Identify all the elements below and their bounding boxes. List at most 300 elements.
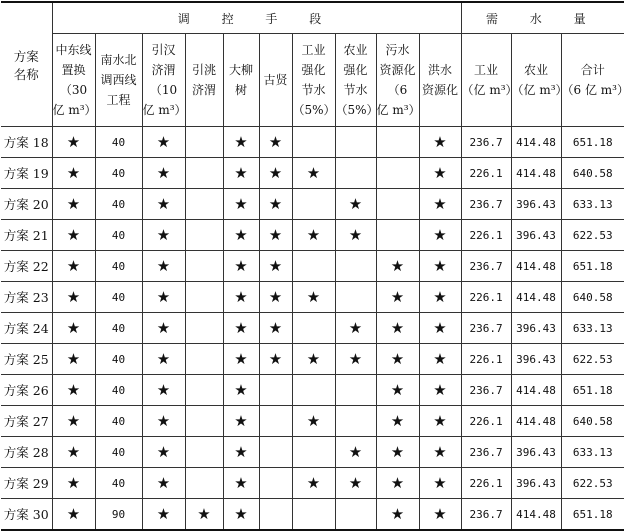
measure-cell (142, 282, 185, 313)
measure-cell (259, 437, 292, 468)
agriculture-demand-cell: 414.48 (511, 158, 561, 189)
measure-cell (223, 158, 259, 189)
measure-cell (185, 220, 223, 251)
value-cell: 40 (95, 189, 142, 220)
column-header-line: 洪水 (428, 63, 453, 77)
industry-demand-cell: 236.7 (461, 437, 511, 468)
scheme-name-cell: 方案 18 (1, 127, 52, 158)
header-scheme-name-line: 名称 (13, 66, 39, 82)
column-header-line: 亿 m³） (376, 103, 421, 117)
value-cell: 90 (95, 499, 142, 531)
star-icon: ★ (390, 257, 405, 275)
total-demand-cell: 633.13 (561, 189, 624, 220)
star-icon: ★ (433, 350, 447, 368)
star-icon: ★ (156, 474, 171, 492)
measure-cell (223, 499, 259, 531)
star-icon: ★ (66, 381, 81, 399)
measure-cell (259, 189, 292, 220)
table-row (1, 406, 624, 437)
star-icon: ★ (234, 505, 248, 523)
column-header (95, 34, 142, 127)
measure-cell (419, 251, 461, 282)
measure-cell (52, 127, 95, 158)
measure-cell (376, 406, 419, 437)
measure-cell (419, 344, 461, 375)
measure-cell (419, 220, 461, 251)
measure-cell (259, 499, 292, 531)
measure-cell (223, 437, 259, 468)
column-header (511, 34, 568, 127)
star-icon: ★ (348, 474, 363, 492)
measure-cell (52, 158, 95, 189)
measure-cell (292, 344, 335, 375)
value-cell: 40 (95, 406, 142, 437)
measure-cell (185, 313, 223, 344)
column-header-line: 亿 m³） (52, 103, 97, 117)
star-icon: ★ (66, 412, 81, 430)
measure-cell (419, 158, 461, 189)
star-icon: ★ (268, 350, 283, 368)
star-icon: ★ (433, 257, 447, 275)
star-icon: ★ (234, 195, 248, 213)
measure-cell (292, 313, 335, 344)
measure-cell (419, 499, 461, 531)
star-icon: ★ (156, 133, 171, 151)
measure-cell (376, 313, 419, 344)
measure-cell (335, 158, 376, 189)
star-icon: ★ (156, 226, 171, 244)
value-cell: 40 (95, 468, 142, 499)
measure-cell (52, 406, 95, 437)
measure-cell (376, 344, 419, 375)
star-icon: ★ (348, 443, 363, 461)
star-icon: ★ (306, 164, 321, 182)
industry-demand-cell: 236.7 (461, 127, 511, 158)
value-cell: 40 (95, 220, 142, 251)
star-icon: ★ (433, 226, 447, 244)
column-header-line: 置换 (61, 63, 86, 77)
star-icon: ★ (268, 226, 283, 244)
measure-cell (335, 282, 376, 313)
star-icon: ★ (66, 288, 81, 306)
industry-demand-cell: 226.1 (461, 406, 511, 437)
star-icon: ★ (66, 164, 81, 182)
header-row-columns (1, 34, 624, 127)
table-row (1, 189, 624, 220)
star-icon: ★ (197, 505, 211, 523)
total-demand-cell: 633.13 (561, 437, 624, 468)
scheme-name-cell: 方案 23 (1, 282, 52, 313)
table-row (1, 499, 624, 531)
measure-cell (223, 468, 259, 499)
total-demand-cell: 651.18 (561, 375, 624, 406)
value-cell: 40 (95, 313, 142, 344)
column-header-line: 节水 (343, 83, 368, 97)
table-row (1, 468, 624, 499)
total-demand-cell: 640.58 (561, 282, 624, 313)
agriculture-demand-cell: 396.43 (511, 313, 561, 344)
column-header-line: 树 (234, 83, 247, 97)
scheme-name-cell: 方案 27 (1, 406, 52, 437)
column-header-line: （10 (149, 83, 178, 97)
column-header-line: 古贤 (263, 73, 288, 87)
total-demand-cell: 622.53 (561, 468, 624, 499)
column-header-line: 大柳 (228, 63, 253, 77)
column-header-line: 调西线 (100, 73, 137, 87)
column-header-line: （30 (59, 83, 88, 97)
industry-demand-cell: 236.7 (461, 189, 511, 220)
star-icon: ★ (66, 195, 81, 213)
measure-cell (185, 375, 223, 406)
total-demand-cell: 633.13 (561, 313, 624, 344)
scheme-name-cell: 方案 29 (1, 468, 52, 499)
star-icon: ★ (156, 319, 171, 337)
star-icon: ★ (234, 164, 248, 182)
measure-cell (259, 220, 292, 251)
agriculture-demand-cell: 396.43 (511, 220, 561, 251)
column-header-line: 节水 (301, 83, 326, 97)
header-scheme-name-line: 方案 (13, 48, 39, 64)
measure-cell (142, 313, 185, 344)
star-icon: ★ (234, 350, 248, 368)
measure-cell (292, 282, 335, 313)
measure-cell (335, 220, 376, 251)
industry-demand-cell: 226.1 (461, 468, 511, 499)
industry-demand-cell: 236.7 (461, 313, 511, 344)
column-header-line: 亿 m³） (142, 103, 187, 117)
column-header-line: （亿 m³） (461, 83, 518, 97)
star-icon: ★ (234, 381, 248, 399)
measure-cell (185, 127, 223, 158)
measure-cell (223, 344, 259, 375)
star-icon: ★ (234, 288, 248, 306)
header-scheme-name (1, 2, 52, 127)
measure-cell (335, 189, 376, 220)
column-header (292, 34, 335, 127)
measure-cell (419, 189, 461, 220)
column-header-line: 引汉 (151, 43, 176, 57)
measure-cell (142, 344, 185, 375)
star-icon: ★ (433, 288, 447, 306)
value-cell: 40 (95, 158, 142, 189)
scheme-name-cell: 方案 19 (1, 158, 52, 189)
star-icon: ★ (234, 474, 248, 492)
star-icon: ★ (390, 350, 405, 368)
column-header-line: 强化 (343, 63, 368, 77)
star-icon: ★ (306, 226, 321, 244)
star-icon: ★ (156, 257, 171, 275)
measure-cell (259, 282, 292, 313)
measure-cell (259, 406, 292, 437)
measure-cell (376, 468, 419, 499)
measure-cell (292, 189, 335, 220)
star-icon: ★ (66, 319, 81, 337)
star-icon: ★ (156, 412, 171, 430)
measure-cell (223, 313, 259, 344)
measure-cell (259, 375, 292, 406)
column-header (561, 34, 629, 127)
measure-cell (142, 220, 185, 251)
measure-cell (335, 468, 376, 499)
industry-demand-cell: 226.1 (461, 344, 511, 375)
column-header-line: 工业 (301, 43, 326, 57)
industry-demand-cell: 226.1 (461, 158, 511, 189)
star-icon: ★ (268, 195, 283, 213)
agriculture-demand-cell: 396.43 (511, 437, 561, 468)
total-demand-cell: 640.58 (561, 406, 624, 437)
measure-cell (52, 282, 95, 313)
measure-cell (223, 220, 259, 251)
star-icon: ★ (390, 412, 405, 430)
measure-cell (419, 375, 461, 406)
column-header-line: 济渭 (151, 63, 176, 77)
value-cell: 40 (95, 282, 142, 313)
measure-cell (376, 375, 419, 406)
measure-cell (52, 437, 95, 468)
column-header-line: 南水北 (100, 53, 137, 67)
measure-cell (142, 437, 185, 468)
star-icon: ★ (156, 195, 171, 213)
measure-cell (185, 468, 223, 499)
measure-cell (223, 282, 259, 313)
measure-cell (185, 499, 223, 531)
measure-cell (259, 344, 292, 375)
measure-cell (292, 158, 335, 189)
agriculture-demand-cell: 414.48 (511, 127, 561, 158)
measure-cell (335, 251, 376, 282)
column-header-line: 合计 (580, 63, 605, 77)
measure-cell (52, 220, 95, 251)
star-icon: ★ (433, 381, 447, 399)
measure-cell (419, 437, 461, 468)
table-body (1, 2, 629, 530)
star-icon: ★ (433, 195, 447, 213)
measure-cell (292, 468, 335, 499)
scheme-name-cell: 方案 25 (1, 344, 52, 375)
scheme-name-cell: 方案 22 (1, 251, 52, 282)
value-cell: 40 (95, 437, 142, 468)
measure-cell (376, 127, 419, 158)
star-icon: ★ (268, 133, 283, 151)
measure-cell (376, 220, 419, 251)
star-icon: ★ (433, 164, 447, 182)
measure-cell (259, 313, 292, 344)
measure-cell (52, 468, 95, 499)
star-icon: ★ (433, 505, 447, 523)
measure-cell (292, 406, 335, 437)
measure-cell (292, 251, 335, 282)
star-icon: ★ (268, 319, 283, 337)
measure-cell (292, 127, 335, 158)
star-icon: ★ (390, 443, 405, 461)
scheme-name-cell: 方案 26 (1, 375, 52, 406)
value-cell: 40 (95, 344, 142, 375)
star-icon: ★ (66, 443, 81, 461)
column-header-line: 工程 (106, 93, 131, 107)
column-header-line: 农业 (524, 63, 549, 77)
total-demand-cell: 651.18 (561, 127, 624, 158)
measure-cell (223, 189, 259, 220)
star-icon: ★ (268, 257, 283, 275)
measure-cell (292, 375, 335, 406)
value-cell: 40 (95, 127, 142, 158)
measure-cell (376, 158, 419, 189)
table-row (1, 158, 624, 189)
column-header (419, 34, 461, 127)
star-icon: ★ (306, 474, 321, 492)
star-icon: ★ (156, 288, 171, 306)
star-icon: ★ (156, 164, 171, 182)
header-group-demand (461, 2, 624, 34)
star-icon: ★ (390, 319, 405, 337)
agriculture-demand-cell: 414.48 (511, 282, 561, 313)
star-icon: ★ (348, 226, 363, 244)
header-group-control-label: 调 控 手 段 (177, 11, 336, 26)
measure-cell (376, 437, 419, 468)
measure-cell (142, 499, 185, 531)
measure-cell (223, 127, 259, 158)
star-icon: ★ (66, 133, 81, 151)
column-header (142, 34, 185, 127)
total-demand-cell: 622.53 (561, 344, 624, 375)
measure-cell (292, 220, 335, 251)
column-header (223, 34, 259, 127)
star-icon: ★ (348, 319, 363, 337)
measure-cell (376, 282, 419, 313)
scheme-table (1, 1, 629, 531)
header-group-demand-label: 需 水 量 (485, 11, 600, 26)
total-demand-cell: 651.18 (561, 499, 624, 531)
star-icon: ★ (66, 474, 81, 492)
measure-cell (419, 282, 461, 313)
measure-cell (185, 189, 223, 220)
measure-cell (52, 375, 95, 406)
scheme-name-cell: 方案 20 (1, 189, 52, 220)
agriculture-demand-cell: 396.43 (511, 468, 561, 499)
measure-cell (419, 313, 461, 344)
measure-cell (52, 499, 95, 531)
star-icon: ★ (234, 226, 248, 244)
measure-cell (142, 468, 185, 499)
total-demand-cell: 651.18 (561, 251, 624, 282)
industry-demand-cell: 236.7 (461, 499, 511, 531)
column-header (335, 34, 379, 127)
agriculture-demand-cell: 414.48 (511, 251, 561, 282)
measure-cell (419, 406, 461, 437)
star-icon: ★ (66, 350, 81, 368)
column-header (461, 34, 518, 127)
column-header-line: （亿 m³） (511, 83, 568, 97)
measure-cell (376, 499, 419, 531)
table-row (1, 127, 624, 158)
star-icon: ★ (268, 288, 283, 306)
column-header-line: （6 (387, 83, 408, 97)
measure-cell (419, 468, 461, 499)
star-icon: ★ (306, 350, 321, 368)
header-row-groups (1, 2, 624, 34)
star-icon: ★ (66, 226, 81, 244)
star-icon: ★ (390, 505, 405, 523)
measure-cell (223, 375, 259, 406)
measure-cell (185, 158, 223, 189)
table-row (1, 375, 624, 406)
column-header-line: 引洮 (191, 63, 216, 77)
total-demand-cell: 622.53 (561, 220, 624, 251)
measure-cell (52, 251, 95, 282)
star-icon: ★ (433, 319, 447, 337)
star-icon: ★ (156, 350, 171, 368)
industry-demand-cell: 236.7 (461, 251, 511, 282)
measure-cell (259, 468, 292, 499)
star-icon: ★ (234, 443, 248, 461)
star-icon: ★ (433, 412, 447, 430)
star-icon: ★ (348, 350, 363, 368)
star-icon: ★ (306, 412, 321, 430)
star-icon: ★ (390, 288, 405, 306)
measure-cell (259, 251, 292, 282)
column-header-line: 强化 (301, 63, 326, 77)
table-row (1, 220, 624, 251)
value-cell: 40 (95, 251, 142, 282)
measure-cell (52, 313, 95, 344)
value-cell: 40 (95, 375, 142, 406)
measure-cell (185, 437, 223, 468)
agriculture-demand-cell: 396.43 (511, 344, 561, 375)
star-icon: ★ (156, 443, 171, 461)
star-icon: ★ (234, 319, 248, 337)
measure-cell (376, 251, 419, 282)
measure-cell (185, 406, 223, 437)
total-demand-cell: 640.58 (561, 158, 624, 189)
measure-cell (142, 375, 185, 406)
measure-cell (335, 344, 376, 375)
measure-cell (223, 406, 259, 437)
measure-cell (142, 127, 185, 158)
column-header (376, 34, 419, 127)
measure-cell (223, 251, 259, 282)
scheme-name-cell: 方案 30 (1, 499, 52, 531)
measure-cell (335, 499, 376, 531)
table-row (1, 251, 624, 282)
star-icon: ★ (390, 381, 405, 399)
star-icon: ★ (433, 474, 447, 492)
star-icon: ★ (390, 474, 405, 492)
star-icon: ★ (66, 257, 81, 275)
measure-cell (335, 437, 376, 468)
measure-cell (259, 127, 292, 158)
measure-cell (142, 251, 185, 282)
header-group-control (52, 2, 461, 34)
column-header (259, 34, 292, 127)
measure-cell (335, 375, 376, 406)
scheme-name-cell: 方案 21 (1, 220, 52, 251)
column-header (185, 34, 223, 127)
column-header-line: （5%） (292, 103, 336, 117)
agriculture-demand-cell: 414.48 (511, 499, 561, 531)
measure-cell (185, 344, 223, 375)
column-header-line: 济渭 (191, 83, 216, 97)
measure-cell (259, 158, 292, 189)
star-icon: ★ (306, 288, 321, 306)
column-header (52, 34, 95, 127)
column-header-line: 工业 (474, 63, 499, 77)
measure-cell (292, 437, 335, 468)
agriculture-demand-cell: 414.48 (511, 375, 561, 406)
star-icon: ★ (348, 195, 363, 213)
table-row (1, 344, 624, 375)
column-header-line: 农业 (343, 43, 368, 57)
star-icon: ★ (268, 164, 283, 182)
